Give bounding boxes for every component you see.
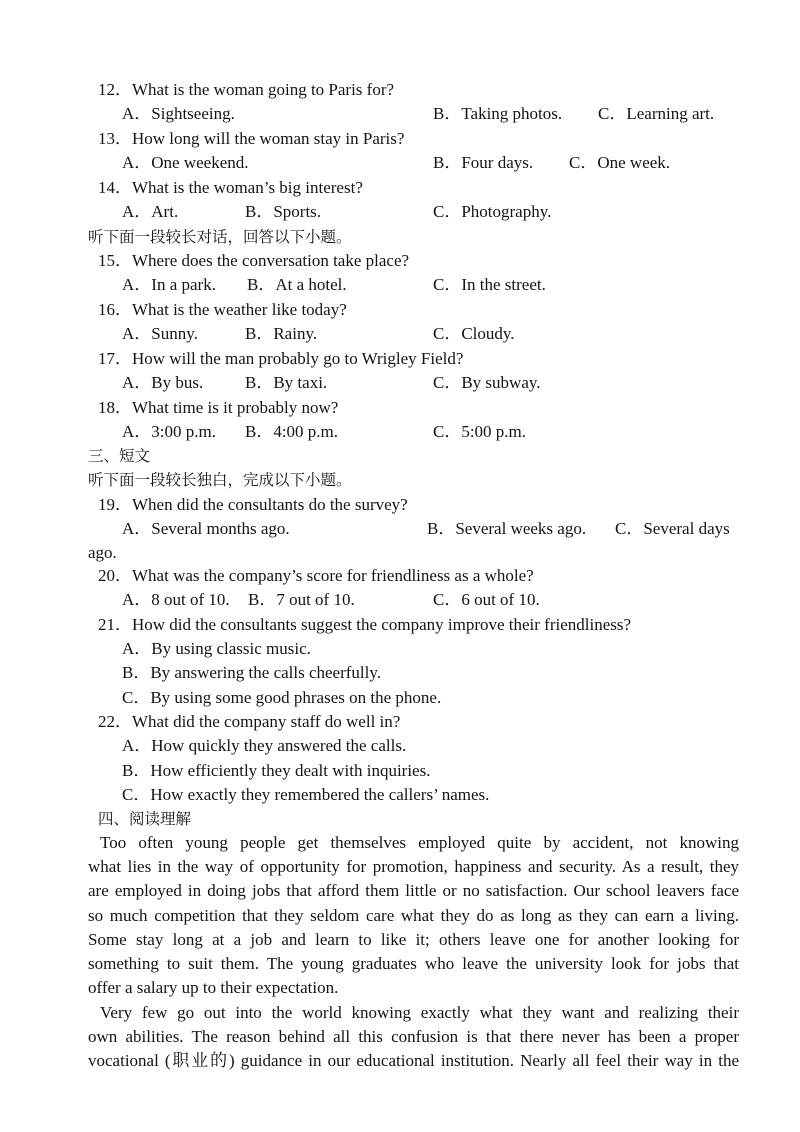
question-15	[0, 249, 800, 273]
paragraph-line: so much competition that they seldom care what they do as long as they can earn a living.	[88, 905, 739, 925]
paragraph-line: Some stay long at a job and learn to like it; others leave one for another looking for	[88, 929, 739, 949]
question-14	[0, 176, 800, 200]
option-c: C．In the street.	[433, 275, 546, 294]
option-a: A．3:00 p.m.	[122, 422, 216, 441]
question-20	[0, 564, 800, 588]
option-b: B．By answering the calls cheerfully.	[122, 663, 382, 682]
instruction-long-dialogue	[0, 225, 800, 249]
section-short-passage	[0, 444, 800, 468]
question-22	[0, 710, 800, 734]
question-21	[0, 613, 800, 637]
paragraph-line: Very few go out into the world knowing exactly what they want and realizing their	[100, 1003, 739, 1022]
option-a: A．Several months ago.	[122, 519, 290, 538]
question-21-option-b	[0, 661, 800, 685]
option-b: B．7 out of 10.	[248, 590, 355, 609]
instruction-monologue	[0, 468, 800, 492]
question-22-option-a	[0, 734, 800, 758]
option-c: C．By using some good phrases on the phone.	[122, 688, 442, 707]
question-stem: 20．What was the company’s score for friendliness as a whole?	[98, 566, 534, 585]
reading-paragraph-2	[88, 1001, 739, 1074]
option-a: A．By bus.	[122, 373, 204, 392]
question-22-option-c	[0, 783, 800, 807]
option-b: B．At a hotel.	[247, 275, 347, 294]
question-16-options	[0, 322, 800, 346]
option-b: B．Taking photos.	[433, 104, 563, 123]
question-17	[0, 347, 800, 371]
question-stem: 19．When did the consultants do the survey?	[98, 495, 408, 514]
question-19	[0, 493, 800, 517]
option-a: A．How quickly they answered the calls.	[122, 736, 407, 755]
paragraph-line: Too often young people get themselves employed quite by accident, not knowing	[100, 833, 739, 852]
option-b: B．By taxi.	[245, 373, 328, 392]
question-12	[0, 78, 800, 102]
option-c: C．How exactly they remembered the callers’ names.	[122, 785, 490, 804]
question-stem: 15．Where does the conversation take place?	[98, 251, 410, 270]
paragraph-line: own abilities. The reason behind all this confusion is that there never has been a proper	[88, 1027, 739, 1047]
question-13-options	[0, 151, 800, 175]
question-14-options	[0, 200, 800, 224]
question-20-options	[0, 588, 800, 612]
section-title: 三、短文	[88, 447, 151, 465]
option-a: A．Sightseeing.	[122, 104, 235, 123]
question-21-option-c	[0, 686, 800, 710]
question-stem: 14．What is the woman’s big interest?	[98, 178, 363, 197]
question-17-options	[0, 371, 800, 395]
question-18-options	[0, 420, 800, 444]
question-stem: 21．How did the consultants suggest the company improve their friendliness?	[98, 615, 632, 634]
option-c: C．6 out of 10.	[433, 590, 540, 609]
question-13	[0, 127, 800, 151]
paragraph-line: something to suit them. The young graduates who leave the university look for jobs that	[88, 953, 739, 973]
option-c: C．One week.	[569, 153, 671, 172]
question-stem: 22．What did the company staff do well in?	[98, 712, 401, 731]
option-c: C．Several days	[615, 519, 730, 538]
question-stem: 17．How will the man probably go to Wrigley Field?	[98, 349, 464, 368]
question-22-option-b	[0, 759, 800, 783]
section-title: 四、阅读理解	[98, 810, 192, 828]
option-b: B．4:00 p.m.	[245, 422, 339, 441]
option-c: C．Learning art.	[598, 104, 715, 123]
question-19-wrap	[0, 541, 800, 565]
option-c: C．Photography.	[433, 202, 552, 221]
option-b: B．Four days.	[433, 153, 534, 172]
option-b: B．Rainy.	[245, 324, 318, 343]
question-stem: 18．What time is it probably now?	[98, 398, 339, 417]
option-a: A．In a park.	[122, 275, 216, 294]
option-b: B．Sports.	[245, 202, 322, 221]
paragraph-line: offer a salary up to their expectation.	[88, 978, 339, 998]
question-15-options	[0, 273, 800, 297]
option-c-wrap: ago.	[88, 543, 117, 562]
section-reading	[0, 807, 800, 831]
question-21-option-a	[0, 637, 800, 661]
option-a: A．Sunny.	[122, 324, 198, 343]
option-a: A．One weekend.	[122, 153, 249, 172]
option-b: B．Several weeks ago.	[427, 519, 587, 538]
paragraph-line: are employed in doing jobs that afford them little or no satisfaction. Our school leavers face	[88, 881, 739, 901]
reading-paragraph-1	[88, 831, 739, 1000]
option-a: A．8 out of 10.	[122, 590, 230, 609]
question-12-options	[0, 102, 800, 126]
question-19-options	[0, 517, 800, 541]
instruction-text: 听下面一段较长独白，完成以下小题。	[88, 471, 352, 489]
option-a: A．Art.	[122, 202, 179, 221]
option-c: C．Cloudy.	[433, 324, 515, 343]
option-c: C．By subway.	[433, 373, 541, 392]
paragraph-line: what lies in the way of opportunity for promotion, happiness and security. As a result, they	[88, 857, 739, 877]
option-c: C．5:00 p.m.	[433, 422, 527, 441]
question-stem: 12．What is the woman going to Paris for?	[98, 80, 395, 99]
paragraph-line: vocational (职业的) guidance in our educational institution. Nearly all feel their way in the	[88, 1051, 739, 1071]
question-stem: 16．What is the weather like today?	[98, 300, 347, 319]
question-stem: 13．How long will the woman stay in Paris?	[98, 129, 405, 148]
instruction-text: 听下面一段较长对话，回答以下小题。	[88, 228, 352, 246]
question-18	[0, 396, 800, 420]
question-16	[0, 298, 800, 322]
option-b: B．How efficiently they dealt with inquiries.	[122, 761, 431, 780]
option-a: A．By using classic music.	[122, 639, 311, 658]
